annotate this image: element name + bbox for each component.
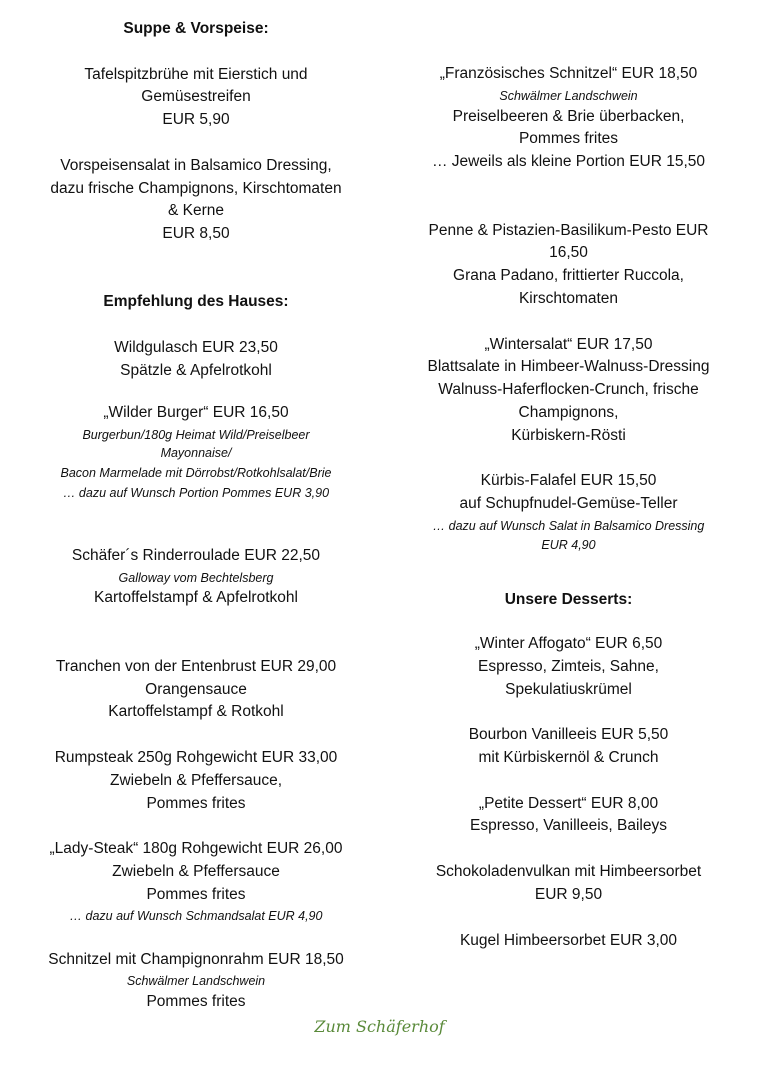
- menu-line: Kugel Himbeersorbet EUR 3,00: [459, 932, 678, 949]
- menu-line: Rumpsteak 250g Rohgewicht EUR 33,00: [54, 749, 338, 766]
- menu-line: „Wintersalat“ EUR 17,50: [484, 336, 653, 353]
- menu-line: „Französisches Schnitzel“ EUR 18,50: [439, 65, 698, 82]
- menu-line: Kirschtomaten: [518, 290, 619, 307]
- menu-line: Tafelspitzbrühe mit Eierstich und: [84, 66, 308, 83]
- menu-line: Kürbis-Falafel EUR 15,50: [480, 472, 657, 489]
- menu-line: Pommes frites: [146, 886, 246, 903]
- menu-note: … dazu auf Wunsch Schmandsalat EUR 4,90: [69, 909, 323, 923]
- menu-line: Pommes frites: [146, 795, 246, 812]
- menu-line: Kürbiskern-Rösti: [511, 427, 626, 444]
- menu-line: Spätzle & Apfelrotkohl: [120, 362, 272, 379]
- menu-note: Bacon Marmelade mit Dörrobst/Rotkohlsalat/Brie: [60, 466, 332, 480]
- menu-note: EUR 4,90: [541, 538, 596, 552]
- menu-line: Pommes frites: [518, 130, 619, 147]
- menu-line: Espresso, Vanilleeis, Baileys: [470, 817, 667, 834]
- menu-line: „Wilder Burger“ EUR 16,50: [103, 404, 289, 421]
- menu-line: Schnitzel mit Champignonrahm EUR 18,50: [48, 951, 344, 968]
- menu-line: Champignons,: [518, 404, 619, 421]
- menu-line: Grana Padano, frittierter Ruccola,: [453, 267, 684, 284]
- section-heading: Suppe & Vorspeise:: [123, 20, 269, 37]
- menu-line: Bourbon Vanilleeis EUR 5,50: [468, 726, 669, 743]
- menu-line: EUR 5,90: [162, 111, 230, 128]
- menu-note: Mayonnaise/: [160, 446, 232, 460]
- menu-line: Orangensauce: [145, 681, 247, 698]
- menu-line: Kartoffelstampf & Rotkohl: [108, 703, 284, 720]
- menu-line: Penne & Pistazien-Basilikum-Pesto EUR: [428, 222, 709, 239]
- menu-line: Spekulatiuskrümel: [505, 681, 632, 698]
- menu-line: Blattsalate in Himbeer-Walnuss-Dressing: [427, 358, 710, 375]
- menu-line: & Kerne: [167, 202, 224, 219]
- menu-line: Gemüsestreifen: [141, 88, 251, 105]
- menu-line: Schokoladenvulkan mit Himbeersorbet: [435, 863, 702, 880]
- menu-line: Pommes frites: [146, 993, 246, 1010]
- menu-line: Wildgulasch EUR 23,50: [114, 339, 278, 356]
- menu-line: 16,50: [549, 244, 588, 261]
- section-heading: Unsere Desserts:: [504, 591, 633, 608]
- menu-line: Zwiebeln & Pfeffersauce: [112, 863, 280, 880]
- menu-line: „Petite Dessert“ EUR 8,00: [478, 795, 659, 812]
- section-heading: Empfehlung des Hauses:: [103, 293, 289, 310]
- menu-line: auf Schupfnudel-Gemüse-Teller: [459, 495, 678, 512]
- menu-line: Tranchen von der Entenbrust EUR 29,00: [55, 658, 337, 675]
- menu-note: Schwälmer Landschwein: [499, 89, 638, 103]
- menu-line: … Jeweils als kleine Portion EUR 15,50: [431, 153, 706, 170]
- menu-line: Preiselbeeren & Brie überbacken,: [452, 108, 685, 125]
- menu-note: Burgerbun/180g Heimat Wild/Preiselbeer: [82, 428, 310, 442]
- menu-line: Walnuss-Haferflocken-Crunch, frische: [438, 381, 699, 398]
- menu-line: Schäfer´s Rinderroulade EUR 22,50: [71, 547, 321, 564]
- menu-line: Espresso, Zimteis, Sahne,: [478, 658, 659, 675]
- menu-note: Schwälmer Landschwein: [126, 974, 266, 988]
- menu-note: Galloway vom Bechtelsberg: [118, 571, 274, 585]
- menu-note: … dazu auf Wunsch Salat in Balsamico Dressing: [432, 519, 705, 533]
- menu-line: dazu frische Champignons, Kirschtomaten: [50, 180, 342, 197]
- menu-line: Kartoffelstampf & Apfelrotkohl: [94, 589, 298, 606]
- menu-line: „Lady-Steak“ 180g Rohgewicht EUR 26,00: [49, 840, 343, 857]
- menu-line: EUR 8,50: [162, 225, 230, 242]
- menu-line: EUR 9,50: [534, 886, 603, 903]
- restaurant-logo: Zum Schäferhof: [314, 1017, 445, 1036]
- menu-line: mit Kürbiskernöl & Crunch: [478, 749, 659, 766]
- menu-note: … dazu auf Wunsch Portion Pommes EUR 3,90: [62, 486, 330, 500]
- menu-line: Vorspeisensalat in Balsamico Dressing,: [60, 157, 332, 174]
- menu-line: „Winter Affogato“ EUR 6,50: [474, 635, 663, 652]
- menu-line: Zwiebeln & Pfeffersauce,: [109, 772, 283, 789]
